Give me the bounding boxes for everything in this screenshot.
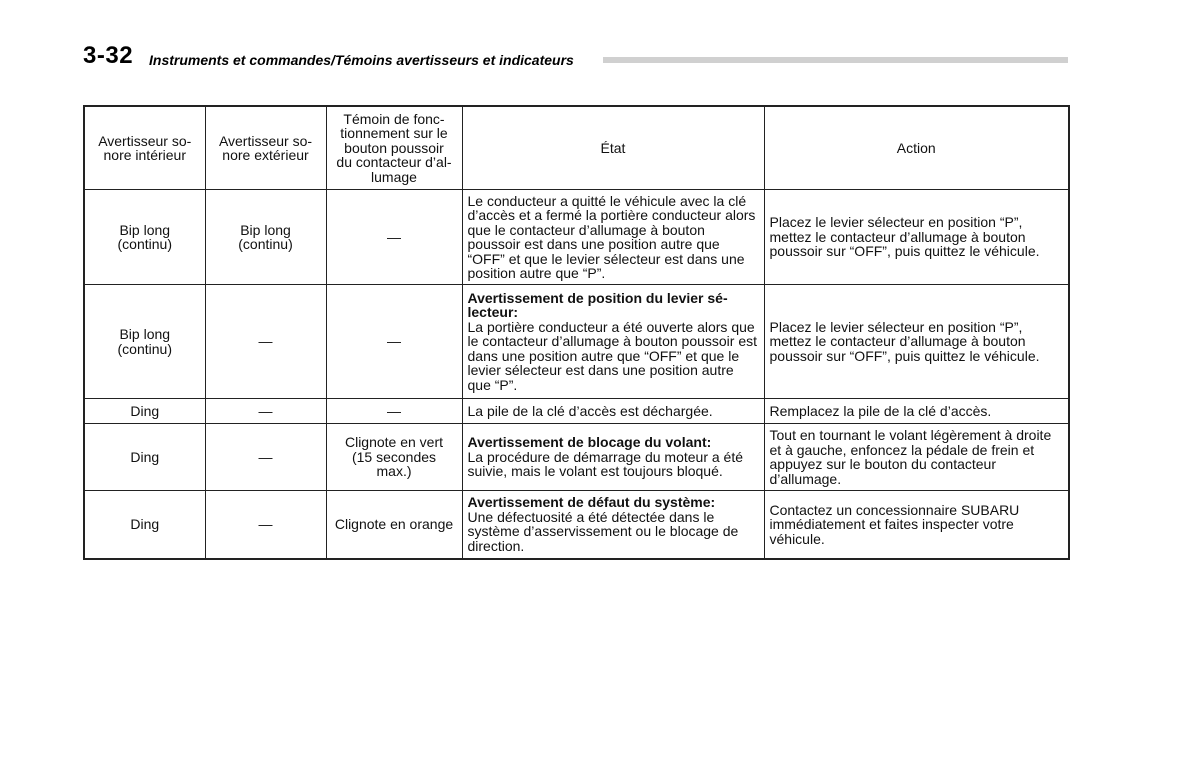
section-title: Instruments et commandes/Témoins avertisseurs et indicateurs xyxy=(149,52,574,68)
table-header-row xyxy=(84,106,1069,190)
column-header-interior-buzzer: Avertisseur so- nore intérieur xyxy=(84,106,205,190)
table-row xyxy=(84,285,1069,399)
state-title: Avertissement de position du levier sé-lecteur: xyxy=(467,289,728,321)
interior-buzzer-cell: Bip long (continu) xyxy=(84,190,205,285)
state-text: La portière conducteur a été ouverte alors que le contacteur d’allumage à bouton poussoir est dans une position autre que “OFF” et que le levier sélecteur est dans une position autre que “P”. xyxy=(467,318,758,393)
interior-buzzer-cell: Ding xyxy=(84,399,205,424)
interior-buzzer-cell: Bip long (continu) xyxy=(84,285,205,399)
table-row xyxy=(84,399,1069,424)
action-cell: Contactez un concessionnaire SUBARU immédiatement et faites inspecter votre véhicule. xyxy=(764,491,1069,559)
indicator-cell: — xyxy=(326,285,462,399)
state-title: Avertissement de blocage du volant: xyxy=(467,434,712,451)
indicator-cell: — xyxy=(326,190,462,285)
action-cell: Placez le levier sélecteur en position “P”, mettez le contacteur d’allumage à bouton poussoir sur “OFF”, puis quittez le véhicule. xyxy=(764,190,1069,285)
interior-buzzer-cell: Ding xyxy=(84,491,205,559)
indicator-cell: — xyxy=(326,399,462,424)
column-header-indicator-light: Témoin de fonc- tionnement sur le bouton poussoir du contacteur d’al- lumage xyxy=(326,106,462,190)
state-text: Le conducteur a quitté le véhicule avec la clé d’accès et a fermé la portière conducteur alors que le contacteur d’allumage à bouton poussoir est dans une position autre que “OFF” et que le levier sélecteur est dans une position autre que “P”. xyxy=(467,192,756,281)
state-title: Avertissement de défaut du système: xyxy=(467,494,716,511)
page-header xyxy=(83,42,1068,72)
state-text: Une défectuosité a été détectée dans le système d’asservissement ou le blocage de direction. xyxy=(467,508,739,554)
exterior-buzzer-cell: — xyxy=(205,285,326,399)
state-cell xyxy=(462,285,764,399)
state-cell xyxy=(462,190,764,285)
table-row xyxy=(84,491,1069,559)
column-header-state: État xyxy=(462,106,764,190)
state-cell xyxy=(462,399,764,424)
header-rule xyxy=(603,57,1068,63)
warning-table xyxy=(83,105,1070,560)
state-text: La procédure de démarrage du moteur a été suivie, mais le volant est toujours bloqué. xyxy=(467,448,744,480)
exterior-buzzer-cell: Bip long (continu) xyxy=(205,190,326,285)
exterior-buzzer-cell: — xyxy=(205,399,326,424)
action-cell: Remplacez la pile de la clé d’accès. xyxy=(764,399,1069,424)
table-row xyxy=(84,424,1069,491)
column-header-exterior-buzzer: Avertisseur so- nore extérieur xyxy=(205,106,326,190)
exterior-buzzer-cell: — xyxy=(205,424,326,491)
action-cell: Placez le levier sélecteur en position “P”, mettez le contacteur d’allumage à bouton poussoir sur “OFF”, puis quittez le véhicule. xyxy=(764,285,1069,399)
indicator-cell: Clignote en orange xyxy=(326,491,462,559)
page-number: 3-32 xyxy=(83,42,134,69)
indicator-cell: Clignote en vert (15 secondes max.) xyxy=(326,424,462,491)
state-text: La pile de la clé d’accès est déchargée. xyxy=(467,402,713,419)
state-cell xyxy=(462,491,764,559)
state-cell xyxy=(462,424,764,491)
exterior-buzzer-cell: — xyxy=(205,491,326,559)
action-cell: Tout en tournant le volant légèrement à droite et à gauche, enfoncez la pédale de frein et appuyez sur le bouton du contacteur d’allumage. xyxy=(764,424,1069,491)
table-row xyxy=(84,190,1069,285)
interior-buzzer-cell: Ding xyxy=(84,424,205,491)
column-header-action: Action xyxy=(764,106,1069,190)
